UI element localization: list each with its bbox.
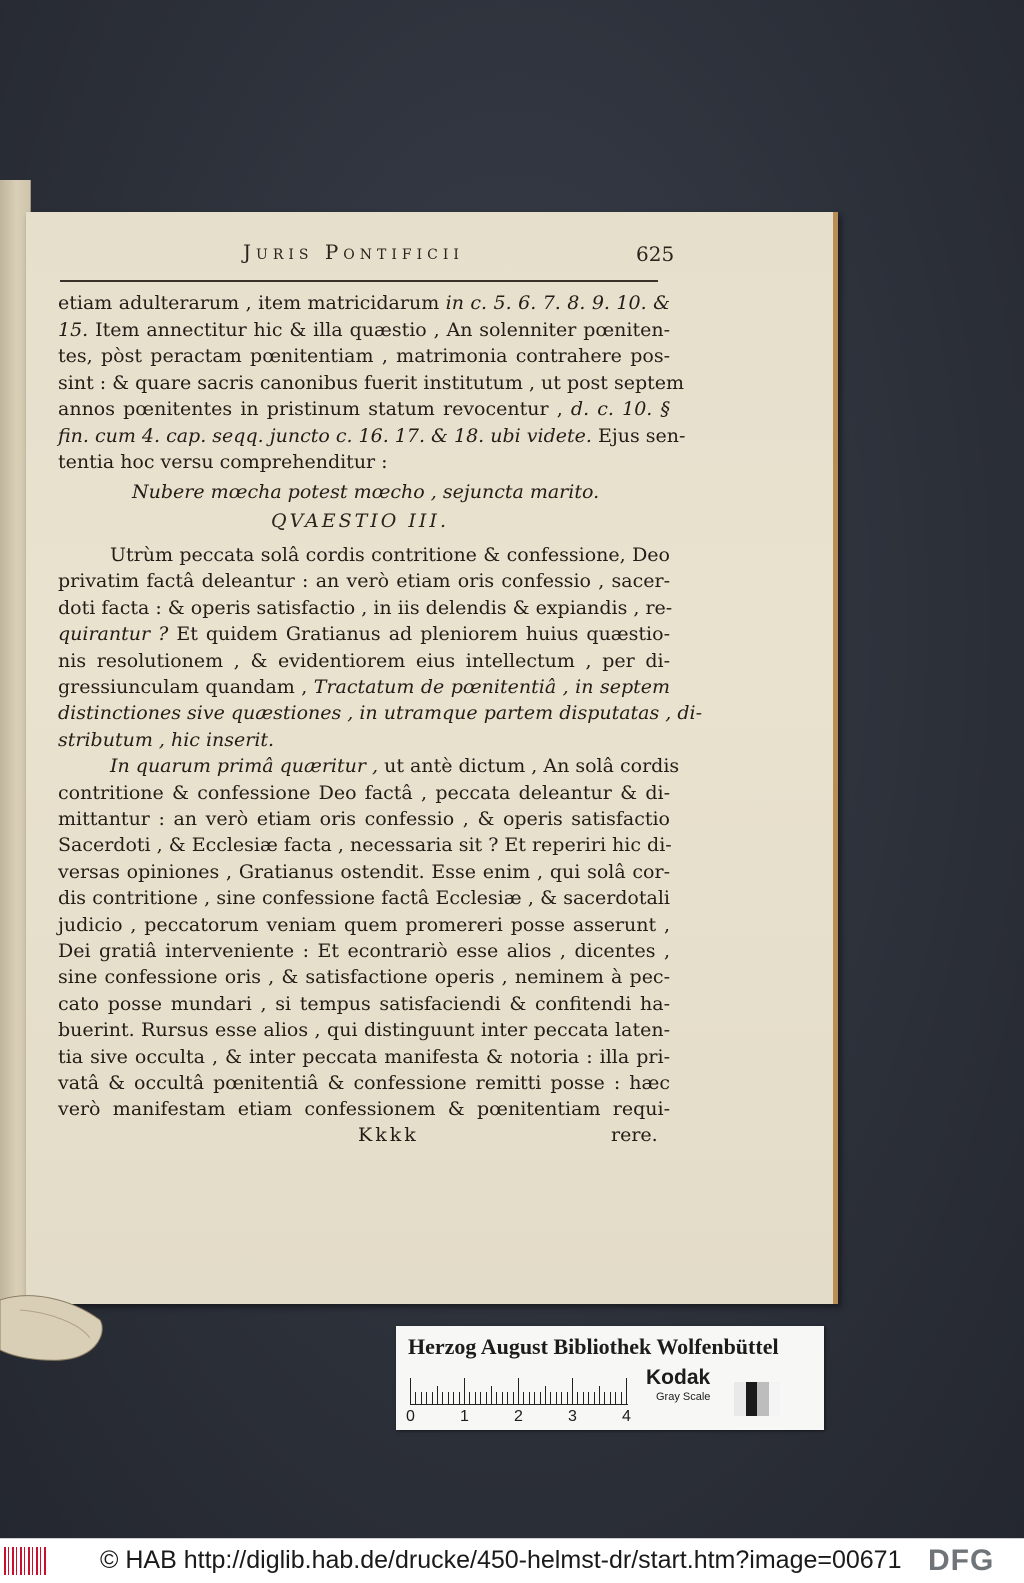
text-line [58, 648, 670, 674]
text-segment: Et quidem Gratianus ad pleniorem huius quæstio- [168, 623, 670, 646]
calibration-card [396, 1326, 824, 1430]
ruler-tick [577, 1392, 578, 1404]
text-segment: tes, pòst peractam pœnitentiam , matrimonia contrahere pos- [58, 345, 670, 367]
ruler-tick [475, 1392, 476, 1404]
text-line [110, 753, 680, 779]
text-line [58, 700, 703, 726]
text-segment: sint : & quare sacris canonibus fuerit institutum , ut post septem [58, 371, 685, 394]
ruler-tick [567, 1392, 568, 1404]
ruler-tick [496, 1392, 497, 1404]
ruler-tick [599, 1386, 600, 1404]
text-segment: Tractatum de pœnitentiâ , in septem [313, 676, 670, 698]
text-segment: etiam adulterarum , item matricidarum [58, 292, 446, 314]
ruler-tick [572, 1378, 573, 1404]
card-title: Herzog August Bibliothek Wolfenbüttel [408, 1334, 779, 1359]
text-line [58, 727, 670, 753]
ruler-tick [545, 1386, 546, 1404]
ruler-tick [442, 1392, 443, 1404]
ruler-tick [507, 1392, 508, 1404]
text-line [58, 1070, 670, 1096]
text-segment: In quarum primâ quæritur , [110, 755, 379, 778]
text-line [58, 343, 670, 369]
ruler-tick [621, 1392, 622, 1404]
footer-bar [0, 1538, 1024, 1583]
grayscale-label: Gray Scale [656, 1391, 711, 1403]
ruler-number: 1 [460, 1408, 469, 1425]
text-segment: quirantur ? [58, 623, 169, 646]
ruler-tick [448, 1392, 449, 1404]
kodak-logo: Kodak [646, 1366, 711, 1389]
text-segment: Ejus sen- [591, 424, 686, 447]
ruler-number: 3 [568, 1408, 577, 1425]
text-segment: contritione & confessione Deo factâ , peccata deleantur & di- [58, 781, 670, 804]
text-line [58, 885, 670, 911]
ruler-tick [464, 1378, 465, 1404]
ruler-tick [523, 1392, 524, 1404]
text-segment: Sacerdoti , & Ecclesiæ facta , necessaria sit ? Et reperiri hic di- [58, 834, 672, 857]
gray-patch [734, 1382, 746, 1416]
ruler-baseline [410, 1404, 628, 1405]
ruler-tick [421, 1392, 422, 1404]
gray-scale-patches [734, 1382, 780, 1416]
ruler-tick [610, 1392, 611, 1404]
ruler-tick [410, 1378, 411, 1404]
ruler-tick [534, 1392, 535, 1404]
text-segment: privatim factâ deleantur : an verò etiam oris confessio , sacer- [58, 570, 670, 593]
text-segment: judicio , peccatorum veniam quem promereri posse asserunt , [58, 913, 670, 936]
text-segment: Item annectitur hic & illa quæstio , An solenniter pœniten- [88, 318, 670, 341]
text-line [58, 991, 670, 1017]
gray-patch [746, 1382, 758, 1416]
ruler-tick [486, 1392, 487, 1404]
ruler-tick [491, 1386, 492, 1404]
ruler-tick [556, 1392, 557, 1404]
text-segment: doti facta : & operis satisfactio , in iis delendis & expiandis , re- [58, 596, 673, 619]
text-segment: dis contritione , sine confessione factâ Ecclesiæ , & sacerdotali [58, 887, 670, 910]
text-line [58, 423, 686, 449]
text-line [58, 621, 670, 647]
ruler-tick [480, 1392, 481, 1404]
text-line [58, 370, 685, 396]
text-segment: sine confessione oris , & satisfactione operis , neminem à pec- [58, 966, 670, 989]
text-line [58, 290, 670, 316]
footer-url[interactable]: © HAB http://diglib.hab.de/drucke/450-helmst-dr/start.htm?image=00671 [100, 1546, 902, 1574]
text-line [58, 674, 670, 700]
head-rule [60, 280, 658, 282]
ruler-tick [453, 1392, 454, 1404]
text-line [58, 806, 670, 832]
barcode-icon [4, 1547, 46, 1575]
text-segment: stributum , hic inserit. [58, 728, 275, 751]
text-segment: tentia hoc versu comprehenditur : [58, 451, 388, 473]
ruler-tick [550, 1392, 551, 1404]
ruler-tick [459, 1392, 460, 1404]
text-segment: nis resolutionem , & evidentiorem eius intellectum , per di- [58, 649, 670, 672]
text-line [58, 938, 670, 964]
ruler-tick [561, 1392, 562, 1404]
ruler-tick [540, 1392, 541, 1404]
text-line [58, 964, 670, 990]
text-line [58, 568, 670, 594]
text-line [58, 595, 673, 621]
ruler-number: 2 [514, 1408, 523, 1425]
ruler-tick [588, 1392, 589, 1404]
signature-mark: Kkkk [358, 1124, 419, 1146]
text-segment: d. c. 10. § [570, 398, 670, 420]
text-segment: tia sive occulta , & inter peccata manifesta & notoria : illa pri- [58, 1045, 670, 1068]
paper-scrap [0, 1290, 110, 1370]
ruler-tick [615, 1392, 616, 1404]
text-segment: gressiunculam quandam , [58, 676, 314, 698]
text-segment: mittantur : an verò etiam oris confessio , & operis satisfactio [58, 808, 670, 830]
catchword: rere. [611, 1124, 658, 1146]
ruler-tick [513, 1392, 514, 1404]
text-segment: fin. cum 4. cap. seqq. juncto c. 16. 17. & 18. ubi videte. [58, 424, 592, 447]
text-line [58, 1096, 670, 1122]
ruler-tick [529, 1392, 530, 1404]
ruler-number: 4 [622, 1408, 631, 1425]
ruler-tick [604, 1392, 605, 1404]
ruler-tick [432, 1392, 433, 1404]
verse-line: Nubere mœcha potest mœcho , sejuncta marito. [132, 481, 600, 503]
text-line [110, 542, 670, 568]
text-line [58, 396, 670, 422]
dfg-logo: DFG [928, 1544, 995, 1577]
text-segment: distinctiones sive quæstiones , in utramque partem disputatas , di- [58, 702, 703, 725]
text-segment: buerint. Rursus esse alios , qui distinguunt inter peccata laten- [58, 1019, 670, 1042]
text-segment: Dei gratiâ interveniente : Et econtrariò esse alios , dicentes , [58, 940, 670, 962]
quaestio-heading: QVAESTIO III. [271, 510, 449, 532]
ruler-tick [583, 1392, 584, 1404]
text-segment: Utrùm peccata solâ cordis contritione & confessione, Deo [110, 544, 670, 566]
ruler-tick [415, 1392, 416, 1404]
ruler-number: 0 [406, 1408, 415, 1425]
text-segment: versas opiniones , Gratianus ostendit. Esse enim , qui solâ cor- [58, 860, 670, 883]
text-line [58, 859, 670, 885]
ruler-tick [437, 1386, 438, 1404]
text-segment: ut antè dictum , An solâ cordis [378, 755, 680, 778]
gray-patch [757, 1382, 769, 1416]
ruler-tick [518, 1378, 519, 1404]
gray-patch [769, 1382, 781, 1416]
text-line [58, 1044, 670, 1070]
page-number: 625 [636, 242, 675, 266]
text-segment: in c. 5. 6. 7. 8. 9. 10. & [445, 292, 670, 314]
text-segment: cato posse mundari , si tempus satisfaciendi & confitendi ha- [58, 992, 670, 1015]
text-line [58, 912, 670, 938]
text-line [58, 1017, 670, 1043]
ruler-tick [626, 1378, 627, 1404]
ruler-tick [426, 1392, 427, 1404]
running-head: Juris Pontificii [243, 240, 464, 264]
ruler-tick [594, 1392, 595, 1404]
text-segment: annos pœnitentes in pristinum statum revocentur , [58, 398, 571, 420]
ruler-tick [469, 1392, 470, 1404]
text-segment: 15. [58, 318, 89, 341]
ruler-tick [502, 1392, 503, 1404]
text-line [58, 449, 670, 475]
text-line [58, 780, 670, 806]
text-line [58, 317, 670, 343]
text-line [58, 832, 670, 858]
text-segment: vatâ & occultâ pœnitentiâ & confessione remitti posse : hæc [58, 1072, 670, 1094]
text-segment: verò manifestam etiam confessionem & pœnitentiam requi- [58, 1098, 670, 1121]
